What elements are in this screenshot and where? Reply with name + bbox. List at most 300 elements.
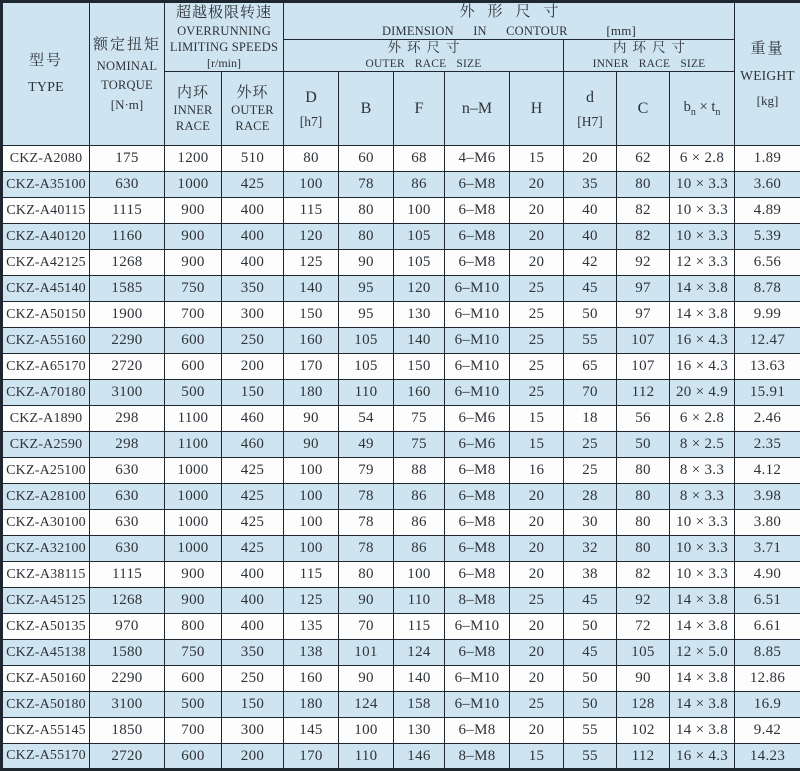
cell-outer_race_rpm: 250: [222, 666, 284, 692]
cell-F: 120: [394, 276, 445, 302]
header-speeds-inner-zh: 内环: [177, 84, 209, 103]
cell-C: 92: [617, 588, 670, 614]
header-col-bt-label: $b_n \times t_n$: [670, 98, 734, 119]
cell-d_H7: 65: [564, 354, 617, 380]
cell-B: 78: [339, 510, 394, 536]
cell-type: CKZ-A42125: [2, 250, 90, 276]
cell-inner_race_rpm: 600: [165, 354, 222, 380]
cell-type: CKZ-A30100: [2, 510, 90, 536]
header-torque-unit: [N·m]: [111, 97, 144, 113]
cell-inner_race_rpm: 900: [165, 224, 222, 250]
cell-n_M: 6–M10: [445, 614, 510, 640]
cell-C: 80: [617, 484, 670, 510]
cell-nominal_torque_Nm: 630: [90, 484, 165, 510]
cell-d_H7: 42: [564, 250, 617, 276]
cell-d_H7: 25: [564, 458, 617, 484]
cell-C: 92: [617, 250, 670, 276]
header-speeds-unit: [r/min]: [207, 56, 241, 70]
cell-outer_race_rpm: 510: [222, 146, 284, 172]
cell-n_M: 6–M10: [445, 354, 510, 380]
cell-nominal_torque_Nm: 1115: [90, 562, 165, 588]
cell-outer_race_rpm: 425: [222, 510, 284, 536]
cell-C: 80: [617, 536, 670, 562]
cell-D_h7: 80: [284, 146, 339, 172]
header-weight-en: WEIGHT: [740, 68, 794, 84]
cell-C: 56: [617, 406, 670, 432]
cell-inner_race_rpm: 1000: [165, 484, 222, 510]
cell-n_M: 6–M10: [445, 666, 510, 692]
cell-bn_x_tn: 10 × 3.3: [670, 172, 735, 198]
cell-C: 72: [617, 614, 670, 640]
cell-inner_race_rpm: 1000: [165, 510, 222, 536]
cell-inner_race_rpm: 800: [165, 614, 222, 640]
cell-outer_race_rpm: 400: [222, 250, 284, 276]
table-row: [2, 302, 800, 328]
cell-n_M: 6–M8: [445, 510, 510, 536]
cell-inner_race_rpm: 1000: [165, 536, 222, 562]
cell-weight_kg: 3.80: [735, 510, 800, 536]
cell-F: 140: [394, 666, 445, 692]
cell-type: CKZ-A70180: [2, 380, 90, 406]
header-speeds-inner-en1: INNER: [173, 103, 212, 118]
cell-C: 62: [617, 146, 670, 172]
cell-nominal_torque_Nm: 3100: [90, 692, 165, 718]
header-col-D-letter: D: [305, 88, 317, 109]
cell-nominal_torque_Nm: 1268: [90, 588, 165, 614]
header-col-D-tol: [h7]: [300, 113, 323, 131]
header-col-d-tol: [H7]: [577, 113, 603, 131]
cell-bn_x_tn: 14 × 3.8: [670, 588, 735, 614]
cell-n_M: 6–M8: [445, 458, 510, 484]
cell-nominal_torque_Nm: 175: [90, 146, 165, 172]
cell-weight_kg: 2.46: [735, 406, 800, 432]
cell-n_M: 4–M6: [445, 146, 510, 172]
cell-weight_kg: 4.90: [735, 562, 800, 588]
table-row: [2, 640, 800, 666]
cell-d_H7: 45: [564, 276, 617, 302]
cell-B: 110: [339, 380, 394, 406]
header-speeds-en1: OVERRUNNING: [177, 24, 271, 39]
cell-n_M: 6–M8: [445, 172, 510, 198]
cell-inner_race_rpm: 900: [165, 198, 222, 224]
cell-weight_kg: 2.35: [735, 432, 800, 458]
cell-weight_kg: 4.12: [735, 458, 800, 484]
cell-inner_race_rpm: 750: [165, 276, 222, 302]
cell-bn_x_tn: 6 × 2.8: [670, 406, 735, 432]
cell-B: 95: [339, 276, 394, 302]
table-row: [2, 380, 800, 406]
header-speeds-zh: 超越极限转速: [176, 4, 272, 23]
cell-outer_race_rpm: 150: [222, 380, 284, 406]
cell-weight_kg: 5.39: [735, 224, 800, 250]
cell-d_H7: 35: [564, 172, 617, 198]
cell-nominal_torque_Nm: 1585: [90, 276, 165, 302]
cell-F: 140: [394, 328, 445, 354]
cell-F: 75: [394, 406, 445, 432]
cell-D_h7: 180: [284, 692, 339, 718]
cell-outer_race_rpm: 400: [222, 562, 284, 588]
cell-type: CKZ-A55145: [2, 718, 90, 744]
header-outer-size-zh: 外环尺寸: [382, 40, 466, 57]
cell-B: 95: [339, 302, 394, 328]
cell-H: 16: [510, 458, 564, 484]
cell-D_h7: 100: [284, 172, 339, 198]
header-speeds-outer-en1: OUTER: [231, 103, 274, 118]
cell-B: 49: [339, 432, 394, 458]
cell-C: 97: [617, 276, 670, 302]
cell-bn_x_tn: 14 × 3.8: [670, 276, 735, 302]
cell-d_H7: 45: [564, 640, 617, 666]
cell-D_h7: 125: [284, 250, 339, 276]
header-dimension: [284, 2, 735, 40]
header-inner-race-speed: [165, 72, 222, 146]
cell-type: CKZ-A25100: [2, 458, 90, 484]
cell-B: 100: [339, 718, 394, 744]
cell-bn_x_tn: 14 × 3.8: [670, 302, 735, 328]
cell-nominal_torque_Nm: 630: [90, 536, 165, 562]
cell-bn_x_tn: 8 × 3.3: [670, 484, 735, 510]
cell-D_h7: 140: [284, 276, 339, 302]
cell-F: 158: [394, 692, 445, 718]
header-type-zh: 型号: [29, 52, 63, 71]
cell-outer_race_rpm: 460: [222, 406, 284, 432]
cell-B: 78: [339, 536, 394, 562]
cell-nominal_torque_Nm: 630: [90, 510, 165, 536]
table-row: [2, 276, 800, 302]
cell-n_M: 6–M8: [445, 718, 510, 744]
cell-B: 80: [339, 198, 394, 224]
cell-nominal_torque_Nm: 1268: [90, 250, 165, 276]
cell-weight_kg: 14.23: [735, 744, 800, 770]
cell-bn_x_tn: 10 × 3.3: [670, 562, 735, 588]
cell-d_H7: 40: [564, 224, 617, 250]
table-row: [2, 146, 800, 172]
cell-weight_kg: 13.63: [735, 354, 800, 380]
cell-H: 15: [510, 744, 564, 770]
cell-weight_kg: 8.78: [735, 276, 800, 302]
header-col-F: F: [394, 72, 445, 146]
cell-d_H7: 28: [564, 484, 617, 510]
cell-weight_kg: 6.51: [735, 588, 800, 614]
header-weight: [735, 2, 800, 146]
cell-C: 128: [617, 692, 670, 718]
header-weight-unit: [kg]: [757, 93, 779, 109]
cell-C: 107: [617, 354, 670, 380]
cell-nominal_torque_Nm: 1850: [90, 718, 165, 744]
cell-B: 101: [339, 640, 394, 666]
cell-inner_race_rpm: 750: [165, 640, 222, 666]
cell-F: 105: [394, 224, 445, 250]
header-speeds-inner-en2: RACE: [176, 119, 210, 134]
cell-F: 88: [394, 458, 445, 484]
cell-inner_race_rpm: 1100: [165, 406, 222, 432]
cell-outer_race_rpm: 425: [222, 536, 284, 562]
table-row: [2, 718, 800, 744]
cell-F: 130: [394, 302, 445, 328]
cell-bn_x_tn: 8 × 3.3: [670, 458, 735, 484]
header-speeds-en2: LIMITING SPEEDS: [170, 40, 278, 55]
header-col-nM: n–M: [445, 72, 510, 146]
cell-weight_kg: 16.9: [735, 692, 800, 718]
header-col-d-letter: d: [586, 88, 594, 109]
cell-outer_race_rpm: 250: [222, 328, 284, 354]
table-row: [2, 354, 800, 380]
cell-type: CKZ-A55160: [2, 328, 90, 354]
cell-d_H7: 50: [564, 692, 617, 718]
cell-F: 105: [394, 250, 445, 276]
cell-C: 82: [617, 224, 670, 250]
header-weight-zh: 重量: [750, 40, 784, 59]
cell-D_h7: 125: [284, 588, 339, 614]
cell-B: 78: [339, 172, 394, 198]
cell-type: CKZ-A28100: [2, 484, 90, 510]
cell-B: 80: [339, 562, 394, 588]
cell-type: CKZ-A2590: [2, 432, 90, 458]
cell-weight_kg: 3.60: [735, 172, 800, 198]
cell-outer_race_rpm: 400: [222, 588, 284, 614]
cell-bn_x_tn: 14 × 3.8: [670, 718, 735, 744]
cell-D_h7: 135: [284, 614, 339, 640]
cell-H: 25: [510, 354, 564, 380]
cell-outer_race_rpm: 300: [222, 718, 284, 744]
cell-n_M: 6–M10: [445, 276, 510, 302]
cell-inner_race_rpm: 700: [165, 718, 222, 744]
cell-type: CKZ-A50135: [2, 614, 90, 640]
cell-type: CKZ-A40120: [2, 224, 90, 250]
cell-n_M: 6–M6: [445, 406, 510, 432]
cell-weight_kg: 9.42: [735, 718, 800, 744]
cell-inner_race_rpm: 1200: [165, 146, 222, 172]
cell-d_H7: 50: [564, 666, 617, 692]
cell-d_H7: 32: [564, 536, 617, 562]
cell-d_H7: 18: [564, 406, 617, 432]
cell-weight_kg: 4.89: [735, 198, 800, 224]
cell-weight_kg: 3.98: [735, 484, 800, 510]
cell-n_M: 6–M8: [445, 484, 510, 510]
cell-bn_x_tn: 16 × 4.3: [670, 328, 735, 354]
cell-H: 20: [510, 718, 564, 744]
header-torque-en2: TORQUE: [101, 78, 153, 93]
cell-D_h7: 115: [284, 562, 339, 588]
cell-inner_race_rpm: 600: [165, 328, 222, 354]
header-col-d: [564, 72, 617, 146]
cell-d_H7: 30: [564, 510, 617, 536]
cell-D_h7: 138: [284, 640, 339, 666]
cell-C: 97: [617, 302, 670, 328]
cell-d_H7: 70: [564, 380, 617, 406]
cell-inner_race_rpm: 1000: [165, 172, 222, 198]
cell-C: 112: [617, 380, 670, 406]
cell-F: 86: [394, 536, 445, 562]
header-outer-size-en: OUTER RACE SIZE: [365, 58, 481, 72]
cell-D_h7: 100: [284, 536, 339, 562]
table-row: [2, 744, 800, 770]
header-col-bt: [670, 72, 735, 146]
header-inner-size-zh: 内环尺寸: [607, 40, 691, 57]
cell-H: 20: [510, 484, 564, 510]
cell-nominal_torque_Nm: 1580: [90, 640, 165, 666]
cell-D_h7: 160: [284, 328, 339, 354]
cell-nominal_torque_Nm: 1115: [90, 198, 165, 224]
cell-B: 90: [339, 250, 394, 276]
cell-inner_race_rpm: 900: [165, 562, 222, 588]
cell-bn_x_tn: 6 × 2.8: [670, 146, 735, 172]
cell-outer_race_rpm: 425: [222, 172, 284, 198]
cell-C: 50: [617, 432, 670, 458]
cell-nominal_torque_Nm: 298: [90, 406, 165, 432]
table-header: [2, 2, 800, 146]
cell-C: 80: [617, 172, 670, 198]
cell-F: 86: [394, 172, 445, 198]
cell-inner_race_rpm: 700: [165, 302, 222, 328]
cell-inner_race_rpm: 500: [165, 692, 222, 718]
table-row: [2, 666, 800, 692]
cell-B: 80: [339, 224, 394, 250]
cell-C: 90: [617, 666, 670, 692]
cell-type: CKZ-A38115: [2, 562, 90, 588]
header-torque-en1: NOMINAL: [97, 59, 157, 74]
cell-inner_race_rpm: 900: [165, 250, 222, 276]
cell-d_H7: 50: [564, 614, 617, 640]
cell-outer_race_rpm: 200: [222, 744, 284, 770]
cell-outer_race_rpm: 425: [222, 484, 284, 510]
cell-weight_kg: 6.61: [735, 614, 800, 640]
table-row: [2, 588, 800, 614]
cell-bn_x_tn: 16 × 4.3: [670, 744, 735, 770]
cell-H: 20: [510, 536, 564, 562]
cell-D_h7: 100: [284, 510, 339, 536]
cell-type: CKZ-A2080: [2, 146, 90, 172]
table-row: [2, 692, 800, 718]
cell-n_M: 6–M8: [445, 224, 510, 250]
cell-outer_race_rpm: 425: [222, 458, 284, 484]
cell-bn_x_tn: 8 × 2.5: [670, 432, 735, 458]
cell-bn_x_tn: 20 × 4.9: [670, 380, 735, 406]
cell-F: 86: [394, 484, 445, 510]
cell-bn_x_tn: 14 × 3.8: [670, 692, 735, 718]
cell-nominal_torque_Nm: 3100: [90, 380, 165, 406]
cell-n_M: 8–M8: [445, 744, 510, 770]
table-row: [2, 484, 800, 510]
header-col-D: [284, 72, 339, 146]
cell-n_M: 6–M10: [445, 302, 510, 328]
cell-n_M: 6–M6: [445, 432, 510, 458]
cell-bn_x_tn: 12 × 5.0: [670, 640, 735, 666]
table-row: [2, 250, 800, 276]
cell-weight_kg: 9.99: [735, 302, 800, 328]
cell-C: 82: [617, 562, 670, 588]
cell-n_M: 6–M8: [445, 562, 510, 588]
cell-nominal_torque_Nm: 1900: [90, 302, 165, 328]
cell-B: 60: [339, 146, 394, 172]
cell-C: 107: [617, 328, 670, 354]
cell-n_M: 6–M10: [445, 328, 510, 354]
cell-outer_race_rpm: 400: [222, 224, 284, 250]
cell-outer_race_rpm: 350: [222, 276, 284, 302]
cell-nominal_torque_Nm: 2720: [90, 744, 165, 770]
table-row: [2, 458, 800, 484]
cell-D_h7: 150: [284, 302, 339, 328]
cell-n_M: 6–M8: [445, 640, 510, 666]
cell-n_M: 6–M8: [445, 198, 510, 224]
cell-outer_race_rpm: 300: [222, 302, 284, 328]
cell-d_H7: 55: [564, 744, 617, 770]
cell-H: 20: [510, 224, 564, 250]
cell-type: CKZ-A50150: [2, 302, 90, 328]
cell-type: CKZ-A45125: [2, 588, 90, 614]
cell-outer_race_rpm: 200: [222, 354, 284, 380]
cell-inner_race_rpm: 600: [165, 666, 222, 692]
cell-d_H7: 55: [564, 718, 617, 744]
cell-d_H7: 38: [564, 562, 617, 588]
header-inner-race-size: [564, 39, 735, 72]
cell-outer_race_rpm: 400: [222, 198, 284, 224]
table-row: [2, 562, 800, 588]
cell-F: 100: [394, 198, 445, 224]
cell-H: 15: [510, 432, 564, 458]
cell-B: 90: [339, 666, 394, 692]
cell-H: 20: [510, 198, 564, 224]
cell-n_M: 6–M8: [445, 250, 510, 276]
header-type: [2, 2, 90, 146]
cell-H: 20: [510, 510, 564, 536]
cell-C: 105: [617, 640, 670, 666]
table-row: [2, 536, 800, 562]
cell-C: 80: [617, 510, 670, 536]
cell-outer_race_rpm: 350: [222, 640, 284, 666]
cell-B: 110: [339, 744, 394, 770]
cell-outer_race_rpm: 400: [222, 614, 284, 640]
header-speeds: [165, 2, 284, 72]
cell-H: 25: [510, 588, 564, 614]
table-row: [2, 198, 800, 224]
cell-H: 15: [510, 146, 564, 172]
cell-bn_x_tn: 10 × 3.3: [670, 536, 735, 562]
cell-d_H7: 55: [564, 328, 617, 354]
header-outer-race-size: [284, 39, 564, 72]
cell-H: 20: [510, 666, 564, 692]
cell-type: CKZ-A65170: [2, 354, 90, 380]
cell-C: 102: [617, 718, 670, 744]
cell-H: 20: [510, 250, 564, 276]
cell-nominal_torque_Nm: 2290: [90, 328, 165, 354]
cell-type: CKZ-A45138: [2, 640, 90, 666]
cell-B: 90: [339, 588, 394, 614]
header-dimension-en: DIMENSION IN CONTOUR [mm]: [382, 23, 636, 39]
cell-F: 75: [394, 432, 445, 458]
cell-type: CKZ-A35100: [2, 172, 90, 198]
cell-n_M: 6–M8: [445, 536, 510, 562]
cell-type: CKZ-A45140: [2, 276, 90, 302]
header-speeds-outer-zh: 外环: [236, 84, 268, 103]
cell-inner_race_rpm: 600: [165, 744, 222, 770]
cell-n_M: 6–M10: [445, 380, 510, 406]
cell-bn_x_tn: 12 × 3.3: [670, 250, 735, 276]
cell-nominal_torque_Nm: 298: [90, 432, 165, 458]
cell-inner_race_rpm: 900: [165, 588, 222, 614]
cell-type: CKZ-A40115: [2, 198, 90, 224]
cell-B: 105: [339, 328, 394, 354]
cell-H: 25: [510, 276, 564, 302]
cell-H: 25: [510, 692, 564, 718]
cell-nominal_torque_Nm: 630: [90, 458, 165, 484]
cell-D_h7: 100: [284, 458, 339, 484]
header-outer-race-speed: [222, 72, 284, 146]
cell-inner_race_rpm: 1000: [165, 458, 222, 484]
cell-d_H7: 40: [564, 198, 617, 224]
header-dimension-unit: [mm]: [606, 23, 636, 38]
cell-H: 25: [510, 302, 564, 328]
